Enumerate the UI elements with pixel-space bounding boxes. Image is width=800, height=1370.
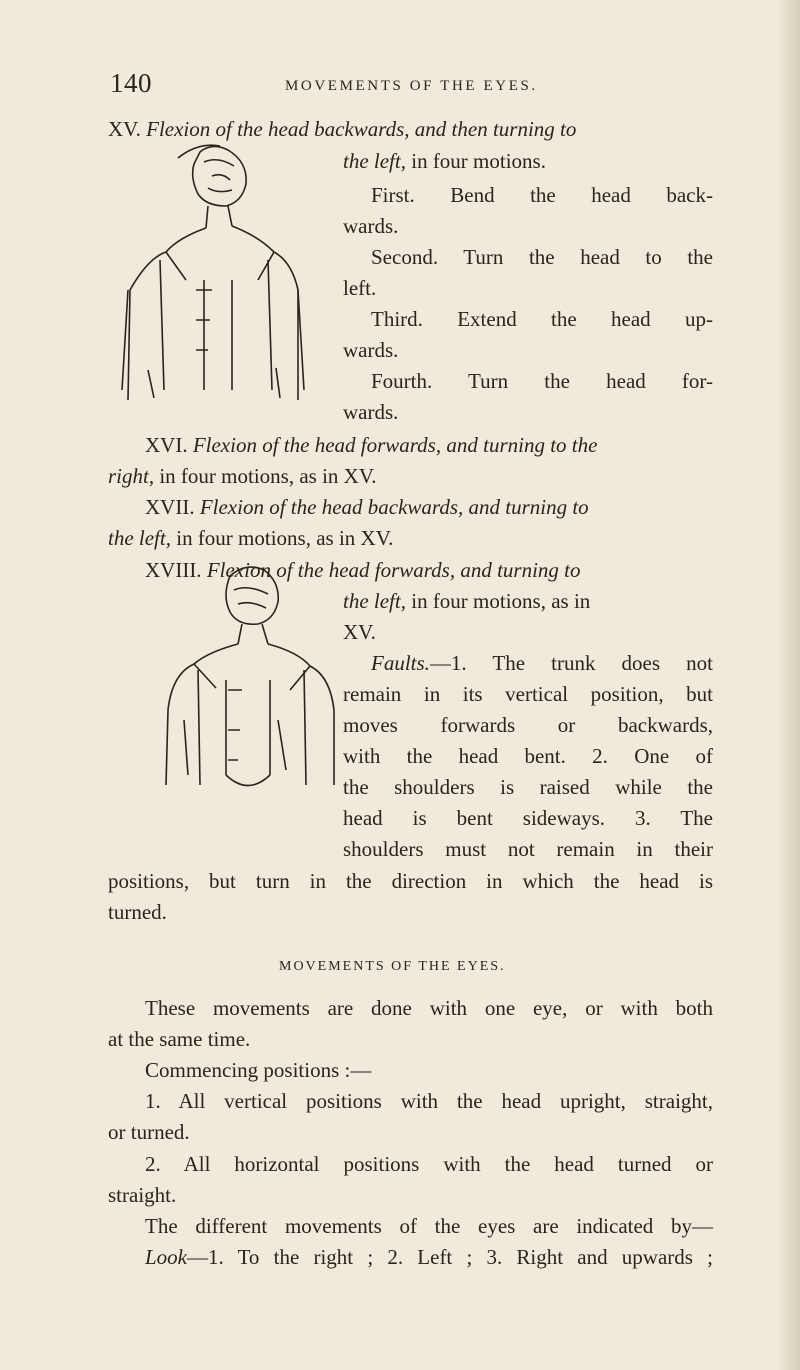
exercise-17-title: Flexion of the head backwards, and turning to (199, 495, 589, 519)
exercise-16-title-line1 (145, 430, 597, 460)
exercise-17-title-line1 (145, 492, 589, 522)
look-line: Look—1. To the right ; 2. Left ; 3. Right and upwards ; (145, 1245, 713, 1269)
exercise-18-title: Flexion of the head forwards, and turning to (206, 558, 581, 582)
head-forwards-figure (158, 560, 348, 800)
commencing-item-2: 2. All horizontal positions with the head turned or (145, 1152, 713, 1176)
eyes-section-heading: MOVEMENTS OF THE EYES. (279, 959, 506, 974)
exercise-15-step4: Fourth. Turn the head for- (371, 369, 713, 393)
faults-line1: Faults.—1. The trunk does not (371, 651, 713, 675)
exercise-17-number: XVII. (145, 495, 195, 519)
exercise-16-title-line2: right, in four motions, as in XV. (108, 464, 377, 488)
exercise-18-number: XVIII. (145, 558, 202, 582)
exercise-15-step1: First. Bend the head back- (371, 183, 713, 207)
page-edge (778, 0, 800, 1370)
running-title: MOVEMENTS OF THE EYES. (285, 78, 538, 94)
commencing-item-1: 1. All vertical positions with the head upright, straight, (145, 1089, 713, 1113)
look-label: Look (145, 1245, 187, 1269)
commencing-positions: Commencing positions :— (145, 1058, 372, 1082)
page-number: 140 (110, 68, 152, 98)
head-backwards-turning-figure (108, 140, 338, 410)
exercise-18-title-line2: the left, in four motions, as in (343, 589, 591, 613)
faults-label: Faults. (371, 651, 430, 675)
exercise-15-title-line2: the left, in four motions. (343, 149, 546, 173)
exercise-15-step2: Second. Turn the head to the (371, 245, 713, 269)
exercise-15-number: XV. (108, 117, 141, 141)
exercise-16-number: XVI. (145, 433, 188, 457)
exercise-16-title: Flexion of the head forwards, and turning to the (192, 433, 598, 457)
eyes-paragraph-2: The different movements of the eyes are indicated by— (145, 1214, 713, 1238)
exercise-15-title: Flexion of the head backwards, and then turning to (146, 117, 577, 141)
exercise-17-title-line2: the left, in four motions, as in XV. (108, 526, 394, 550)
eyes-paragraph-1: These movements are done with one eye, or with both (145, 996, 713, 1020)
exercise-15-step3: Third. Extend the head up- (371, 307, 713, 331)
